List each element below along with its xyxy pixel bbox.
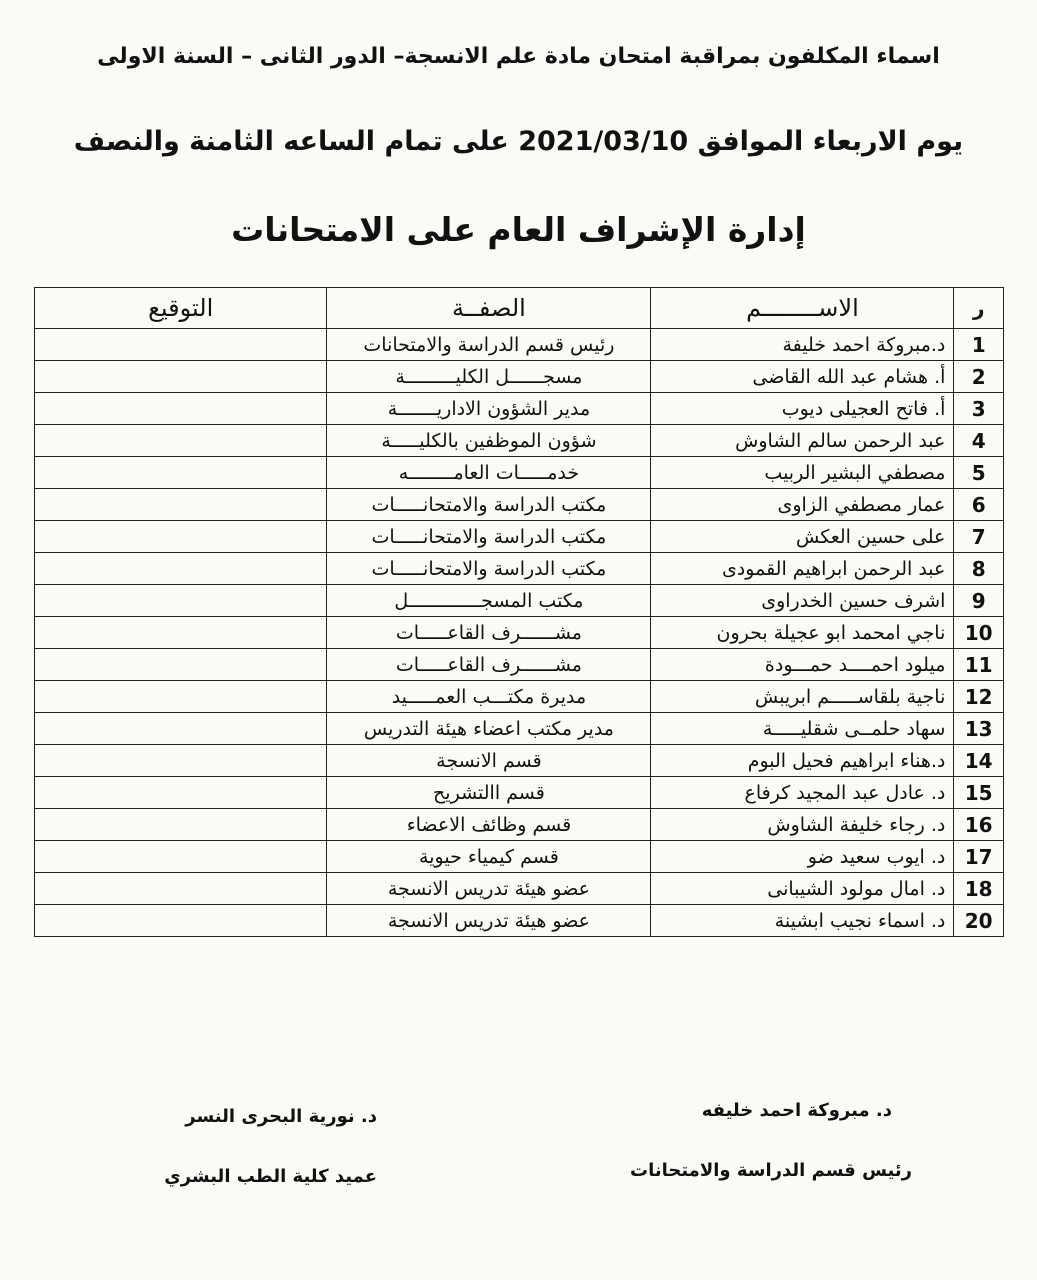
proctors-table <box>34 287 1004 937</box>
table-row <box>35 521 1004 553</box>
row-role: قسم وظائف الاعضاء <box>327 809 651 841</box>
table-row <box>35 585 1004 617</box>
row-signature <box>35 905 327 937</box>
row-name: ناجي امحمد ابو عجيلة بحرون <box>651 617 954 649</box>
row-number: 7 <box>954 521 1004 553</box>
row-role: مدير مكتب اعضاء هيئة التدريس <box>327 713 651 745</box>
row-number: 4 <box>954 425 1004 457</box>
row-role: مكتب الدراسة والامتحانـــــات <box>327 553 651 585</box>
signatory-right-title: رئيس قسم الدراسة والامتحانات <box>630 1160 912 1181</box>
row-name: د. امال مولود الشيبانى <box>651 873 954 905</box>
row-role: شؤون الموظفين بالكليـــــة <box>327 425 651 457</box>
row-name: د. رجاء خليفة الشاوش <box>651 809 954 841</box>
row-signature <box>35 713 327 745</box>
row-signature <box>35 585 327 617</box>
row-role: قسم الانسجة <box>327 745 651 777</box>
row-name: سهاد حلمــى شقليـــــة <box>651 713 954 745</box>
row-number: 14 <box>954 745 1004 777</box>
row-signature <box>35 521 327 553</box>
table-row <box>35 649 1004 681</box>
table-row <box>35 425 1004 457</box>
row-name: د.مبروكة احمد خليفة <box>651 329 954 361</box>
signatory-left-title: عميد كلية الطب البشري <box>164 1166 377 1187</box>
table-row <box>35 745 1004 777</box>
row-name: عمار مصطفي الزاوى <box>651 489 954 521</box>
row-role: عضو هيئة تدريس الانسجة <box>327 905 651 937</box>
row-name: عبد الرحمن سالم الشاوش <box>651 425 954 457</box>
row-signature <box>35 777 327 809</box>
row-signature <box>35 809 327 841</box>
row-number: 16 <box>954 809 1004 841</box>
row-number: 13 <box>954 713 1004 745</box>
table-row <box>35 809 1004 841</box>
row-role: مكتب الدراسة والامتحانـــــات <box>327 521 651 553</box>
signatory-left-name: د. نورية البحرى النسر <box>185 1106 377 1127</box>
row-number: 17 <box>954 841 1004 873</box>
row-name: اشرف حسين الخدراوى <box>651 585 954 617</box>
row-role: مديرة مكتـــب العمـــــيد <box>327 681 651 713</box>
row-number: 15 <box>954 777 1004 809</box>
row-name: أ. هشام عبد الله القاضى <box>651 361 954 393</box>
row-number: 18 <box>954 873 1004 905</box>
table-row <box>35 553 1004 585</box>
header-name: الاســــــــم <box>651 288 954 329</box>
row-signature <box>35 361 327 393</box>
row-role: مسجــــــل الكليـــــــــة <box>327 361 651 393</box>
exam-date-line: يوم الاربعاء الموافق 2021/03/10 على تمام الساعه الثامنة والنصف <box>73 126 964 157</box>
row-role: مشــــــرف القاعـــــات <box>327 617 651 649</box>
table-row <box>35 393 1004 425</box>
row-role: مكتب الدراسة والامتحانـــــات <box>327 489 651 521</box>
table-row <box>35 841 1004 873</box>
row-signature <box>35 649 327 681</box>
row-number: 6 <box>954 489 1004 521</box>
row-number: 11 <box>954 649 1004 681</box>
signatory-right-name: د. مبروكة احمد خليفه <box>701 1100 892 1121</box>
table-row <box>35 617 1004 649</box>
row-role: قسم كيمياء حيوية <box>327 841 651 873</box>
row-number: 5 <box>954 457 1004 489</box>
row-role: مكتب المسجـــــــــــــل <box>327 585 651 617</box>
table-row <box>35 329 1004 361</box>
row-role: مشــــــرف القاعـــــات <box>327 649 651 681</box>
row-number: 12 <box>954 681 1004 713</box>
row-role: خدمـــــات العامــــــــه <box>327 457 651 489</box>
table-row <box>35 361 1004 393</box>
department-heading: إدارة الإشراف العام على الامتحانات <box>231 210 806 249</box>
row-signature <box>35 841 327 873</box>
row-role: عضو هيئة تدريس الانسجة <box>327 873 651 905</box>
table-row <box>35 777 1004 809</box>
table-row <box>35 681 1004 713</box>
row-signature <box>35 457 327 489</box>
row-name: د. ايوب سعيد ضو <box>651 841 954 873</box>
row-name: مصطفي البشير الربيب <box>651 457 954 489</box>
row-number: 3 <box>954 393 1004 425</box>
row-signature <box>35 873 327 905</box>
row-number: 2 <box>954 361 1004 393</box>
row-signature <box>35 681 327 713</box>
row-role: مدير الشؤون الاداريـــــــة <box>327 393 651 425</box>
table-row <box>35 489 1004 521</box>
row-signature <box>35 329 327 361</box>
row-signature <box>35 425 327 457</box>
row-name: د. اسماء نجيب ابشينة <box>651 905 954 937</box>
row-name: أ. فاتح العجيلى ديوب <box>651 393 954 425</box>
header-role: الصفــة <box>327 288 651 329</box>
row-signature <box>35 553 327 585</box>
row-name: عبد الرحمن ابراهيم القمودى <box>651 553 954 585</box>
row-signature <box>35 617 327 649</box>
row-name: ميلود احمــــد حمـــودة <box>651 649 954 681</box>
table-row <box>35 873 1004 905</box>
row-name: ناجية بلقاســـــم ابريبش <box>651 681 954 713</box>
row-role: قسم االتشريح <box>327 777 651 809</box>
row-signature <box>35 489 327 521</box>
row-number: 9 <box>954 585 1004 617</box>
table-row <box>35 713 1004 745</box>
header-number: ر <box>954 288 1004 329</box>
row-role: رئيس قسم الدراسة والامتحانات <box>327 329 651 361</box>
header-signature: التوقيع <box>35 288 327 329</box>
row-number: 10 <box>954 617 1004 649</box>
row-name: د. عادل عبد المجيد كرفاع <box>651 777 954 809</box>
row-signature <box>35 745 327 777</box>
document-title: اسماء المكلفون بمراقبة امتحان مادة علم الانسجة– الدور الثانى – السنة الاولى <box>97 44 940 69</box>
table-row <box>35 905 1004 937</box>
row-name: د.هناء ابراهيم فحيل البوم <box>651 745 954 777</box>
row-name: على حسين العكش <box>651 521 954 553</box>
row-signature <box>35 393 327 425</box>
row-number: 1 <box>954 329 1004 361</box>
row-number: 20 <box>954 905 1004 937</box>
row-number: 8 <box>954 553 1004 585</box>
table-header-row <box>35 288 1004 329</box>
table-row <box>35 457 1004 489</box>
